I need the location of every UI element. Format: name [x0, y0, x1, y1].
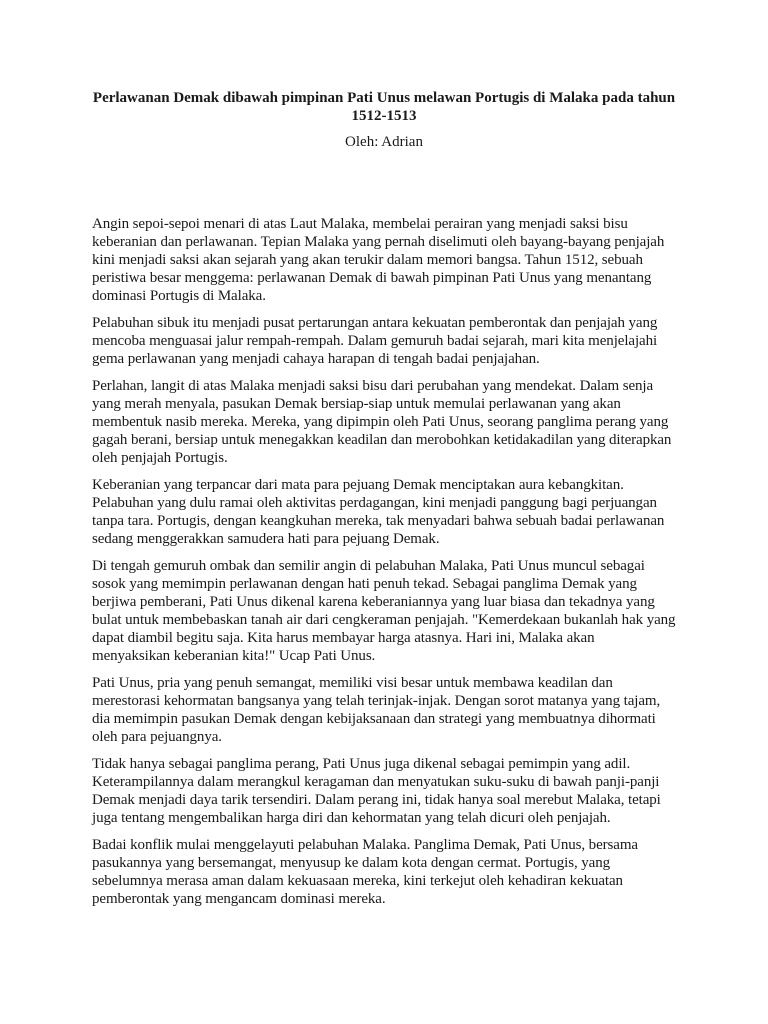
- paragraph: Di tengah gemuruh ombak dan semilir angin di pelabuhan Malaka, Pati Unus muncul sebagai sosok yang memimpin perlawanan dengan hati penuh tekad. Sebagai panglima Demak yang berjiwa pemberani, Pati Unus dikenal karena keberaniannya yang luar biasa dan tekadnya yang bulat untuk membebaskan tanah air dari cengkeraman penjajah. "Kemerdekaan bukanlah hak yang dapat diambil begitu saja. Kita harus membayar harga atasnya. Hari ini, Malaka akan menyaksikan keberanian kita!" Ucap Pati Unus.: [92, 558, 676, 664]
- paragraph: Keberanian yang terpancar dari mata para pejuang Demak menciptakan aura kebangkitan. Pelabuhan yang dulu ramai oleh aktivitas perdagangan, kini menjadi panggung bagi perjuangan tanpa tara. Portugis, dengan keangkuhan mereka, tak menyadari bahwa sebuah badai perlawanan sedang menggerakkan samudera hati para pejuang Demak.: [92, 477, 665, 547]
- paragraph: Perlahan, langit di atas Malaka menjadi saksi bisu dari perubahan yang mendekat. Dalam senja yang merah menyala, pasukan Demak bersiap-siap untuk memulai perlawanan yang akan membentuk nasib mereka. Mereka, yang dipimpin oleh Pati Unus, seorang panglima perang yang gagah berani, bersiap untuk menegakkan keadilan dan merobohkan ketidakadilan yang diterapkan oleh penjajah Portugis.: [92, 378, 672, 466]
- paragraph: Badai konflik mulai menggelayuti pelabuhan Malaka. Panglima Demak, Pati Unus, bersama pasukannya yang bersemangat, menyusup ke dalam kota dengan cermat. Portugis, yang sebelumnya merasa aman dalam kekuasaan mereka, kini terkejut oleh kehadiran kekuatan pemberontak yang mengancam dominasi mereka.: [92, 837, 638, 907]
- document-author: Oleh: Adrian: [345, 134, 423, 150]
- document-title: Perlawanan Demak dibawah pimpinan Pati Unus melawan Portugis di Malaka pada tahun 1512-1513: [92, 90, 676, 124]
- paragraph: Pelabuhan sibuk itu menjadi pusat pertarungan antara kekuatan pemberontak dan penjajah yang mencoba menguasai jalur rempah-rempah. Dalam gemuruh badai sejarah, mari kita menjelajahi gema perlawanan yang menjadi cahaya harapan di tengah badai penjajahan.: [92, 315, 658, 367]
- paragraph: Pati Unus, pria yang penuh semangat, memiliki visi besar untuk membawa keadilan dan merestorasi kehormatan bangsanya yang telah terinjak-injak. Dengan sorot matanya yang tajam, dia memimpin pasukan Demak dengan kebijaksanaan dan strategi yang membuatnya dihormati oleh para pejuangnya.: [92, 675, 661, 745]
- paragraph: Tidak hanya sebagai panglima perang, Pati Unus juga dikenal sebagai pemimpin yang adil. Keterampilannya dalam merangkul keragaman dan menyatukan suku-suku di bawah panji-panji Demak menjadi daya tarik tersendiri. Dalam perang ini, tidak hanya soal merebut Malaka, tetapi juga tentang mengembalikan harga diri dan kehormatan yang telah dicuri oleh penjajah.: [92, 756, 661, 826]
- document-body: [92, 215, 676, 917]
- paragraph: Angin sepoi-sepoi menari di atas Laut Malaka, membelai perairan yang menjadi saksi bisu keberanian dan perlawanan. Tepian Malaka yang pernah diselimuti oleh bayang-bayang penjajah kini menjadi saksi akan sejarah yang akan terukir dalam memori bangsa. Tahun 1512, sebuah peristiwa besar menggema: perlawanan Demak di bawah pimpinan Pati Unus yang menantang dominasi Portugis di Malaka.: [92, 216, 665, 304]
